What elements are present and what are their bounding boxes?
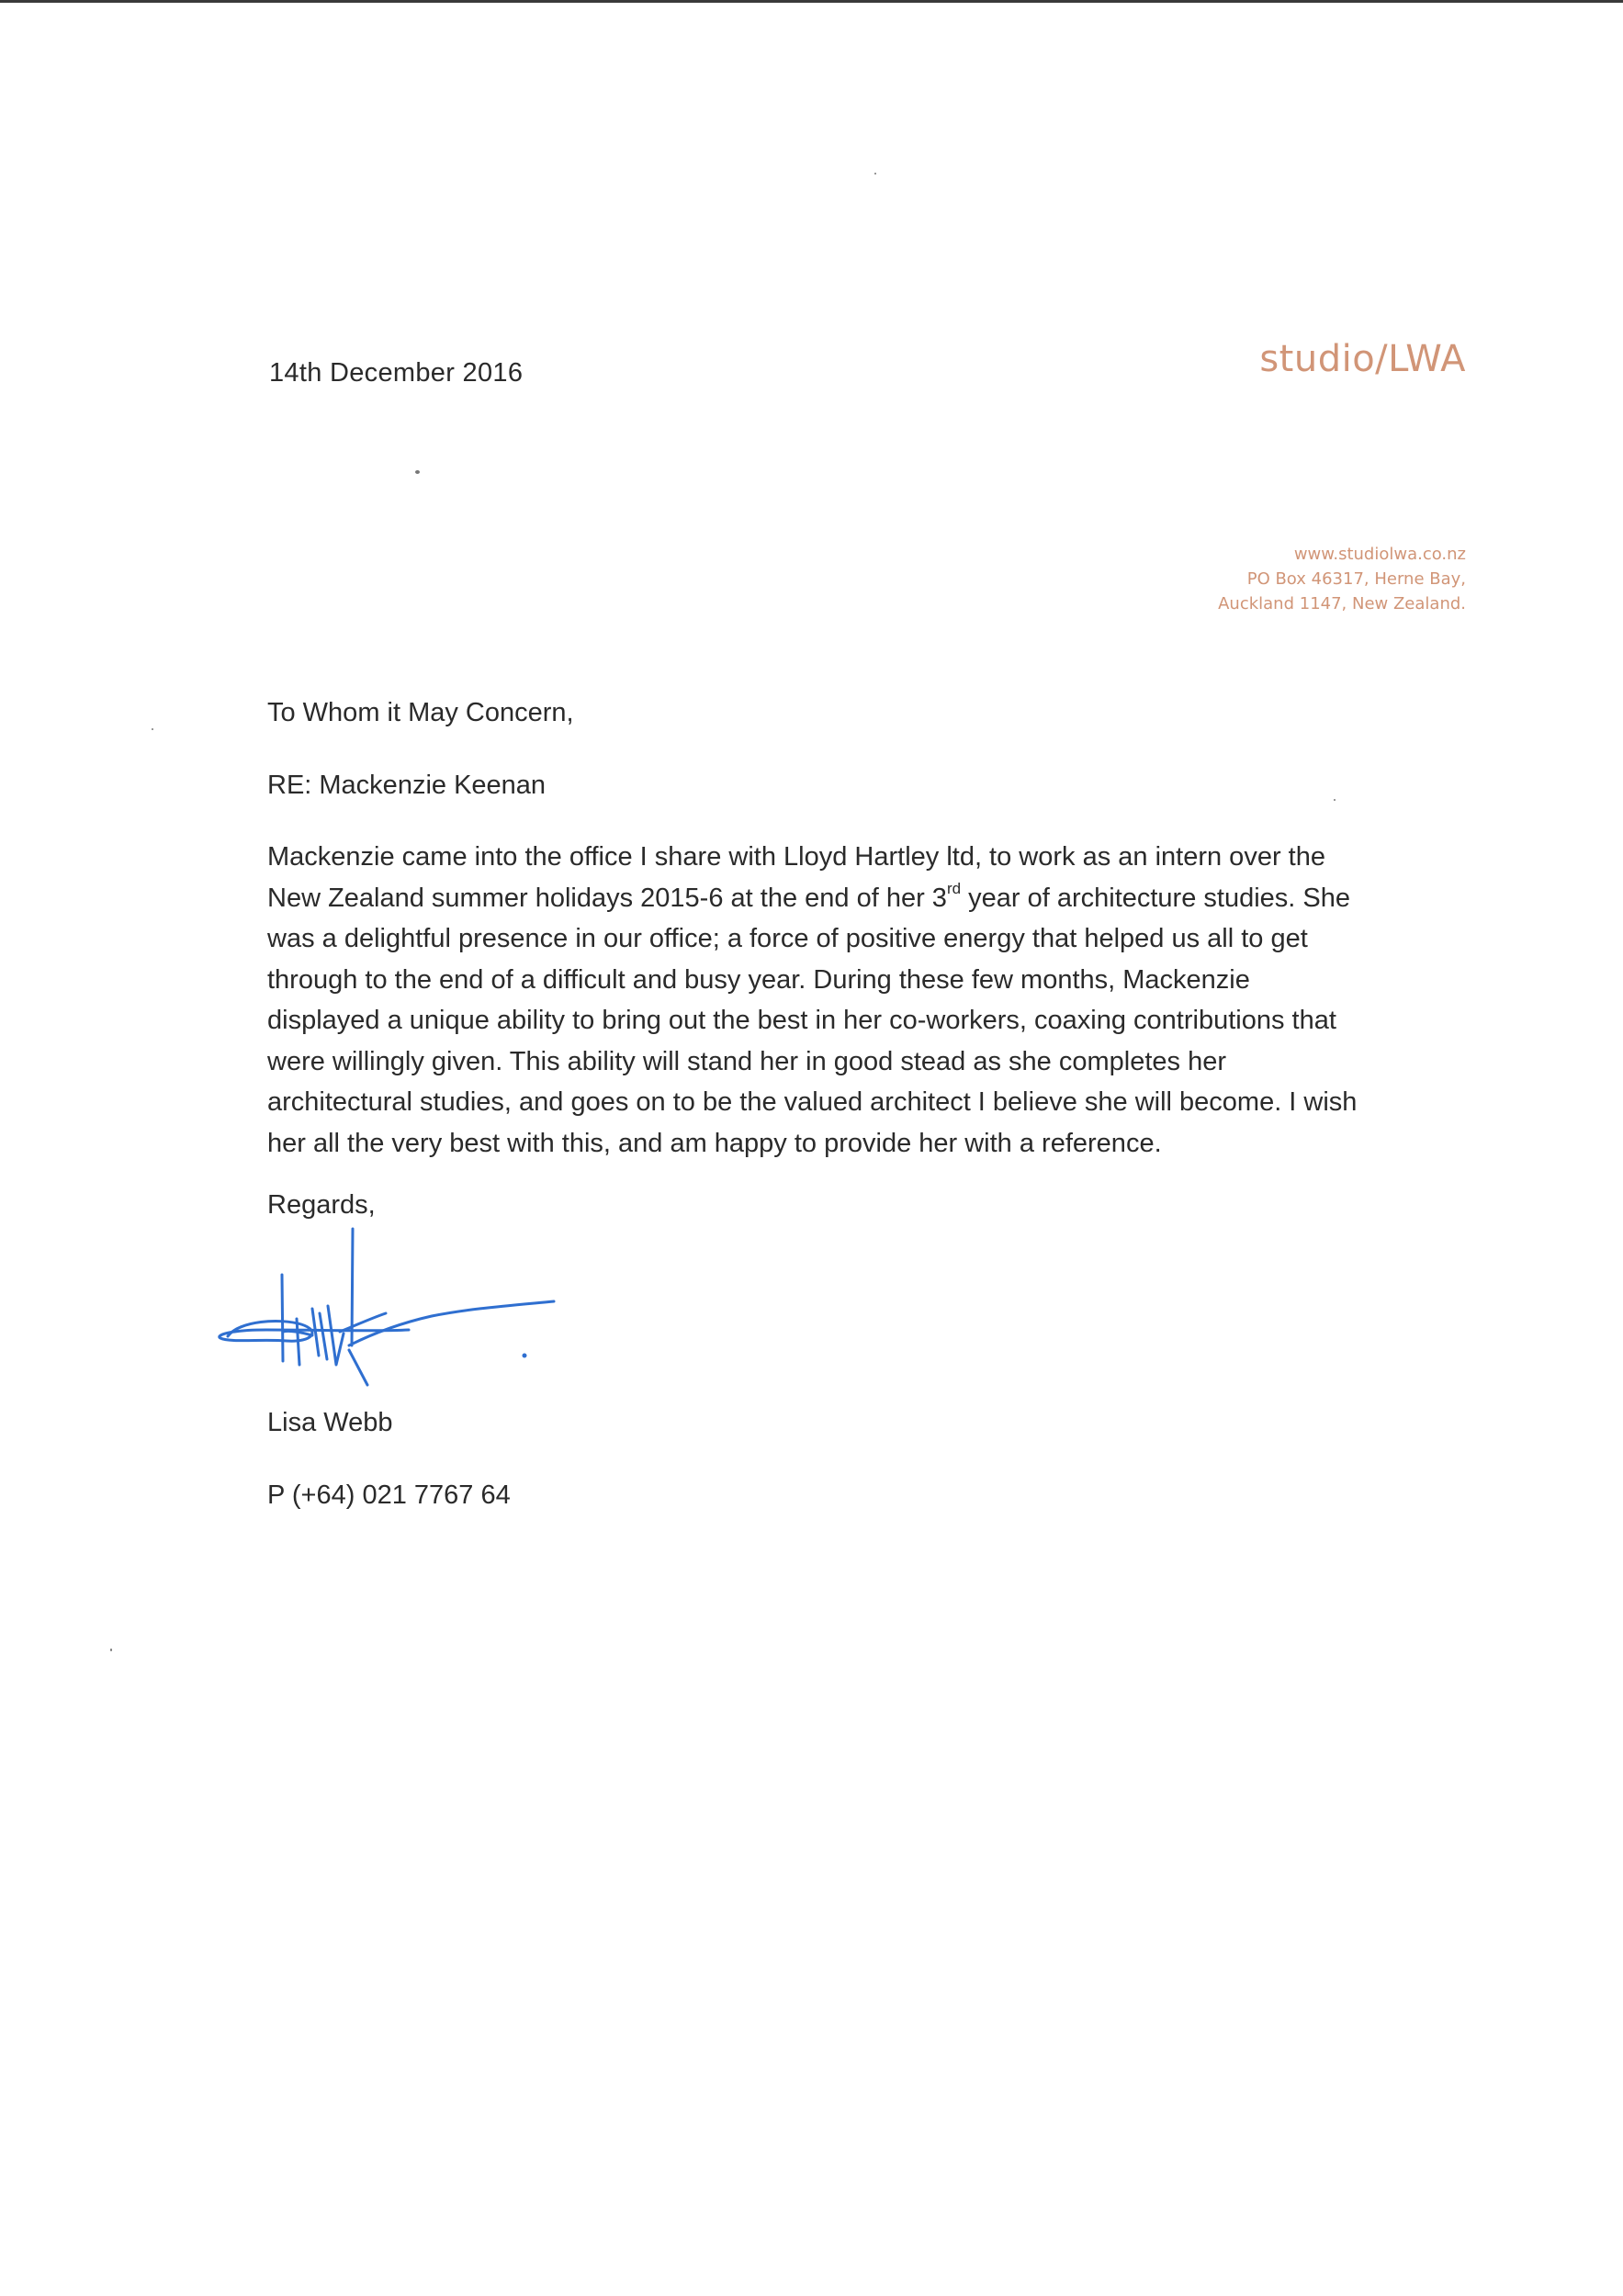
salutation: To Whom it May Concern, — [267, 698, 574, 727]
letter-body — [267, 837, 1415, 1164]
scan-speck — [1334, 799, 1336, 801]
scan-speck — [874, 173, 876, 174]
letterhead-website: www.studiolwa.co.nz — [1293, 545, 1466, 564]
signer-phone: P (+64) 021 7767 64 — [267, 1480, 511, 1510]
scan-speck — [152, 728, 153, 730]
scan-speck — [110, 1649, 112, 1651]
ordinal-superscript: rd — [946, 879, 962, 897]
letter-date: 14th December 2016 — [269, 358, 524, 388]
scan-speck — [415, 470, 420, 474]
handwritten-signature — [211, 1221, 569, 1405]
letterhead-address-line-2: Auckland 1147, New Zealand. — [1218, 594, 1466, 613]
subject-line: RE: Mackenzie Keenan — [267, 770, 547, 800]
letter-body-part-2: year of architecture studies. She was a delightful presence in our office; a force of positive energy that helped us all to get through to the end of a difficult and busy year. During these few months, Mackenzie displayed a unique ability to bring out the best in her co-workers, coaxing contributions that were willingly given. This ability will stand her in good stead as she completes her architectural studies, and goes on to be the valued architect I believe she will become. I wish her all the very best with this, and am happy to provide her with a reference. — [267, 883, 1358, 1158]
letterhead-logo: studio/LWA — [1259, 338, 1466, 380]
closing: Regards, — [267, 1190, 376, 1220]
signer-name: Lisa Webb — [267, 1408, 393, 1437]
letterhead-address — [1218, 542, 1466, 616]
letterhead-address-line-1: PO Box 46317, Herne Bay, — [1246, 569, 1466, 589]
scan-top-edge — [0, 0, 1623, 3]
letter-content — [267, 692, 1415, 1164]
letter-body-part-1: Mackenzie came into the office I share with Lloyd Hartley ltd, to work as an intern over the New Zealand summer holidays 2015-6 at the end of her 3 — [267, 842, 1325, 913]
